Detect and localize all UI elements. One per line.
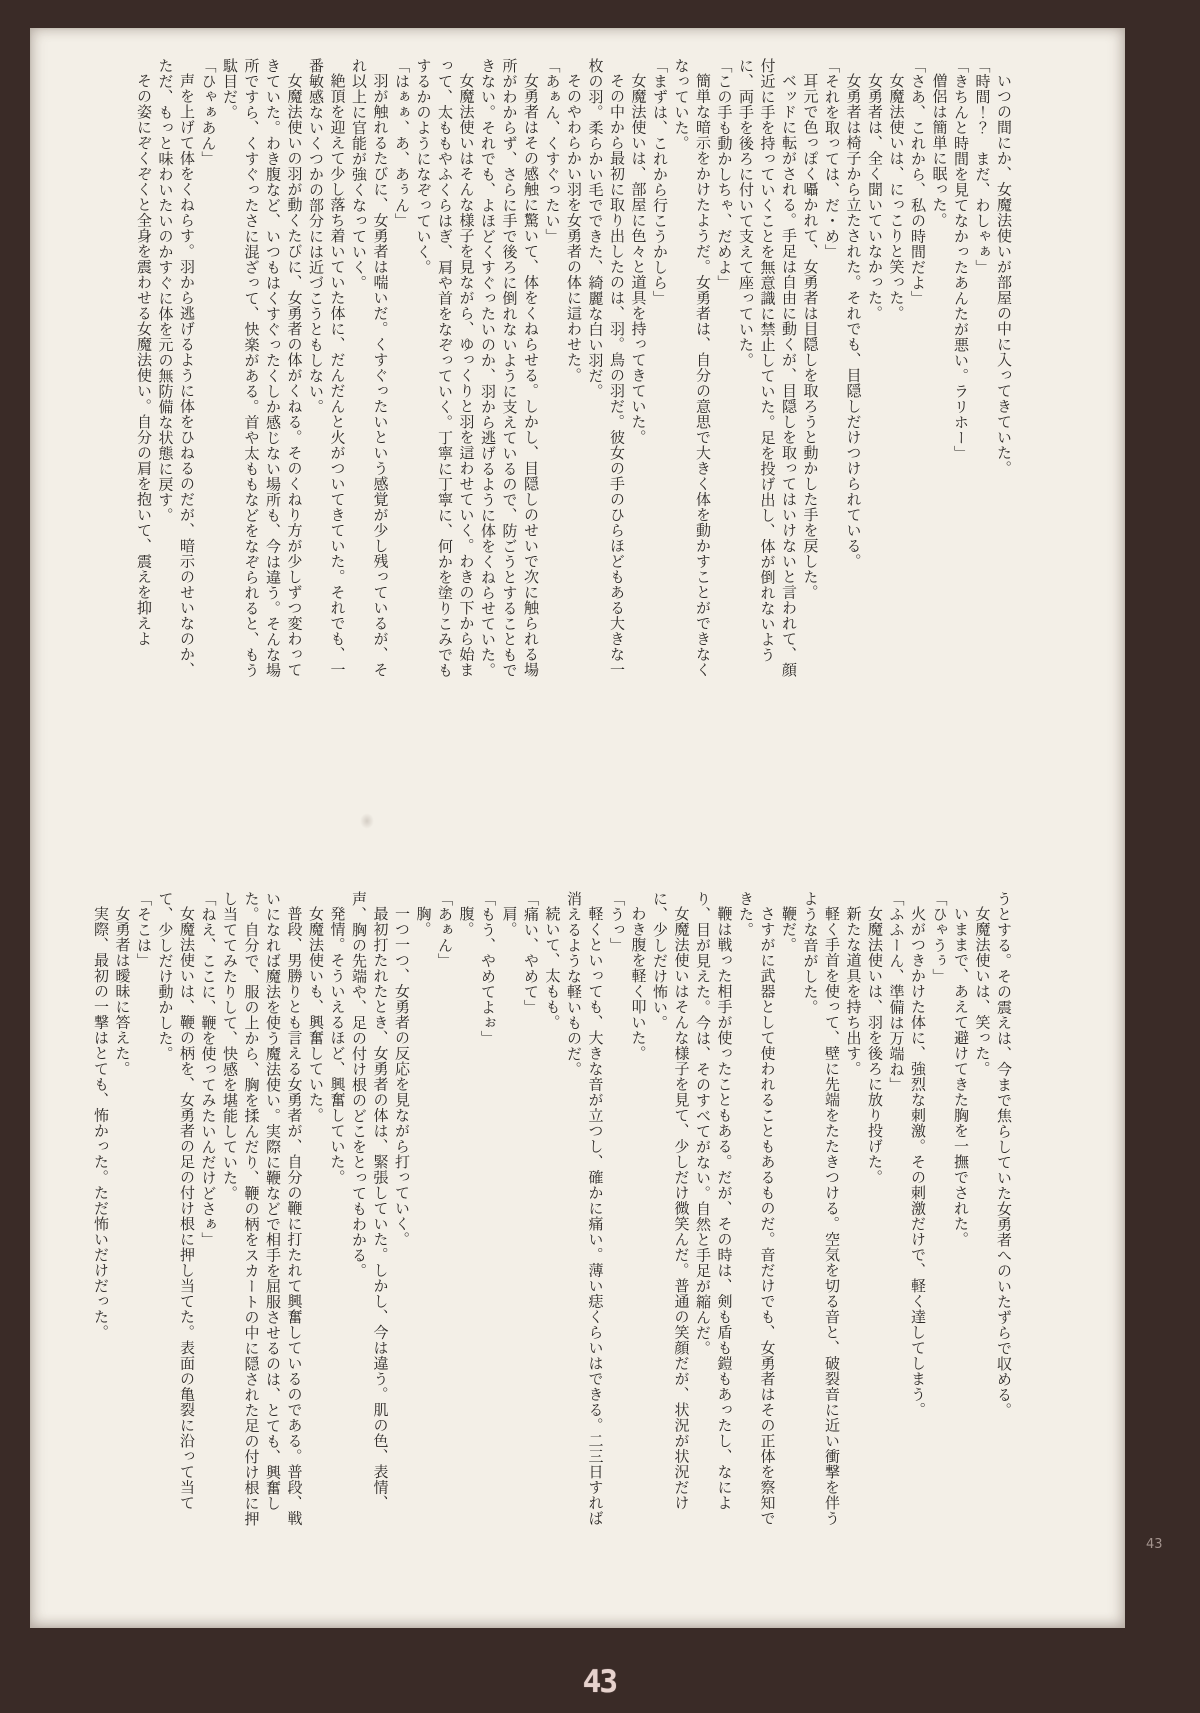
paragraph: 女勇者は、全く聞いていなかった。 [866, 73, 884, 321]
paragraph: 軽く手首を使って、壁に先端をたたきつける。空気を切る音と、破裂音に近い衝撃を伴うような音がした。 [801, 891, 841, 1526]
paragraph: うとする。その震えは、今まで焦らしていた女勇者へのいたずらで収める。 [995, 891, 1013, 1418]
paragraph: 鞭は戦った相手が使ったこともある。だが、その時は、剣も盾も鎧もあったし、なにより、目が見えた。今は、そのすべてがない。自然と手足が縮んだ。 [694, 891, 734, 1511]
paragraph: 「それを取っては、だ・め」 [823, 58, 841, 260]
paragraph: その姿にぞくぞくと全身を震わせる女魔法使い。自分の肩を抱いて、震えを抑えよ [135, 73, 153, 647]
paragraph: 女魔法使いはそんな様子を見て、少しだけ微笑んだ。普通の笑顔だが、状況が状況だけに、少しだけ怖い。 [651, 891, 691, 1511]
paragraph: 火がつきかけた体に、強烈な刺激。その刺激だけで、軽く達してしまう。 [909, 906, 927, 1418]
paragraph: 「痛い、やめて」 [522, 891, 540, 1015]
paragraph: わき腹を軽く叩いた。 [629, 906, 648, 1061]
paragraph: 「もう、やめてよぉ」 [479, 891, 497, 1046]
paragraph: 僧侶は簡単に眠った。 [930, 73, 949, 228]
paragraph: 「あぁん」 [436, 891, 454, 969]
paragraph: 女魔法使いは、部屋に色々と道具を持ってきていた。 [629, 73, 648, 445]
paragraph: 「ひゃうぅ」 [930, 891, 949, 984]
paragraph: そのやわらかい羽を女勇者の体に這わせた。 [565, 73, 583, 383]
paragraph: その中から最初に取り出したのは、羽。鳥の羽だ。彼女の手のひらほどもある大きな一枚の羽。柔らかい毛でできた、綺麗な白い羽だ。 [586, 58, 626, 678]
paper-smudge [360, 813, 374, 829]
paragraph: 女魔法使いはそんな様子を見ながら、ゆっくりと羽を這わせていく。わきの下から始まって、太ももやふくらはぎ、肩や首をなぞっていく。丁寧に丁寧に、何かを塗りこみでもするかのようになぞっていく。 [414, 58, 476, 678]
paragraph: 女魔法使いの羽が動くたびに、女勇者の体がくねる。そのくねり方が少しずつ変わってきていた。わき腹など、いつもはくすぐったくしか感じない場所も、今は違う。そんな場所ですら、くすぐったさに混ざって、快楽がある。首や太ももなどをなぞられると、もう駄目だ。 [221, 58, 304, 678]
paragraph: 声を上げて体をくねらす。羽から逃げるように体をひねるのだが、暗示のせいなのか、ただ、もっと味わいたいのかすぐに体を元の無防備な状態に戻す。 [156, 58, 196, 678]
paragraph: いままで、あえて避けてきた胸を一撫でされた。 [952, 906, 970, 1247]
paragraph: 胸。 [414, 906, 433, 937]
paragraph: 鞭だ。 [780, 906, 798, 953]
paragraph: 新たな道具を持ち出す。 [844, 906, 863, 1077]
paragraph: 実際、最初の一撃はとても、怖かった。ただ怖いだけだった。 [92, 906, 110, 1340]
paragraph: 「時間！？ まだ、わしゃぁ」 [973, 58, 992, 275]
paragraph: 女勇者はその感触に驚いて、体をくねらせる。しかし、目隠しのせいで次に触られる場所がわからず、さらに手で後ろに倒れないように支えているので、防ごうとすることもできない。それでも、よほどくすぐったいのか、羽から逃げるように体をくねらせていた。 [479, 58, 540, 678]
paragraph: 「まずは、これから行こうかしら」 [651, 58, 669, 306]
paragraph: 「ひゃぁあん」 [199, 58, 218, 167]
paragraph: 「きちんと時間を見てなかったあんたが悪い。ラリホー」 [952, 58, 970, 461]
paragraph: 「はぁぁ、あ、あぅん」 [393, 58, 411, 229]
paragraph: 「この手も動かしちゃ、だめよ」 [715, 58, 734, 291]
paragraph: 発情。そういえるほど、興奮していた。 [328, 906, 347, 1185]
paragraph: 羽が触れるたびに、女勇者は喘いだ。くすぐったいという感覚が少し残っているが、それ以上に官能が強くなっていく。 [350, 58, 390, 678]
paragraph: 女魔法使いは、笑った。 [973, 906, 992, 1077]
paragraph: 女魔法使いは、にっこりと笑った。 [887, 73, 906, 321]
paragraph: 続いて、太もも。 [543, 906, 562, 1030]
paragraph: 女魔法使いは、鞭の柄を、女勇者の足の付け根に押し当てた。表面の亀裂に沿って当てて、少しだけ動かした。 [156, 891, 196, 1511]
paragraph: 女魔法使いも、興奮していた。 [307, 906, 325, 1123]
paragraph: 普段、男勝りとも言える女勇者が、自分の鞭に打たれて興奮しているのである。普段、戦いになれば魔法を使う魔法使い。実際に鞭などで相手を屈服させるのは、とても、興奮した。自分で、服の上から、胸を揉んだり、鞭の柄をスカートの中に隠された足の付け根に押し当ててみたりして、快感を堪能していた。 [221, 891, 304, 1527]
paragraph: 「あぁん、くすぐったい」 [543, 58, 562, 244]
paragraph: 簡単な暗示をかけたようだ。女勇者は、自分の意思で大きく体を動かすことができなくなっていた。 [672, 58, 712, 678]
paragraph: 「さあ、これから、私の時間だよ」 [909, 58, 927, 306]
paragraph: 「ふふーん、準備は万端ね」 [887, 891, 906, 1093]
paragraph: ベッドに転がされる。手足は自由に動くが、目隠しを取ってはいけないと言われて、顔付近に手を持っていくことを無意識に禁止していた。足を投げ出し、体が倒れないように、両手を後ろに付いて支えて座っていた。 [737, 58, 798, 678]
paragraph: 肩。 [500, 906, 519, 937]
paragraph: 軽くといっても、大きな音が立つし、確かに痛い。薄い痣くらいはできる。二三日すれば消えるような軽いものだ。 [565, 891, 605, 1526]
paragraph: 「そこは」 [135, 891, 153, 969]
paragraph: 絶頂を迎えて少し落ち着いていた体に、だんだんと火がついてきていた。それでも、一番敏感ないくつかの部分には近づこうともしない。 [307, 58, 347, 678]
paragraph: 一つ一つ、女勇者の反応を見ながら打っていく。 [393, 906, 411, 1247]
paragraph: 耳元で色っぽく囁かれて、女勇者は目隠しを取ろうと動かした手を戻した。 [801, 73, 820, 600]
corner-page-number: 43 [1146, 1537, 1163, 1552]
paragraph: 最初打たれたとき、女勇者の体は、緊張していた。しかし、今は違う。肌の色、表情、声、胸の先端や、足の付け根のどこをとってもわかる。 [350, 891, 390, 1511]
text-block-top [85, 58, 1014, 692]
paragraph: 女勇者は曖昧に答えた。 [113, 906, 132, 1077]
paragraph: 女勇者は椅子から立たされた。それでも、目隠しだけつけられている。 [844, 73, 863, 569]
paragraph: 腹。 [457, 906, 476, 937]
paragraph: いつの間にか、女魔法使いが部屋の中に入ってきていた。 [995, 73, 1013, 476]
paragraph: さすがに武器として使われることもあるものだ。音だけでも、女勇者はその正体を察知できた。 [737, 891, 777, 1526]
paragraph: 「うっ」 [608, 891, 626, 953]
paragraph: 「ねえ、ここに、鞭を使ってみたいんだけどさぁ」 [199, 891, 218, 1248]
footer-page-number: 43 [582, 1664, 616, 1700]
text-block-bottom [85, 891, 1014, 1532]
paragraph: 女魔法使いは、羽を後ろに放り投げた。 [866, 906, 884, 1185]
